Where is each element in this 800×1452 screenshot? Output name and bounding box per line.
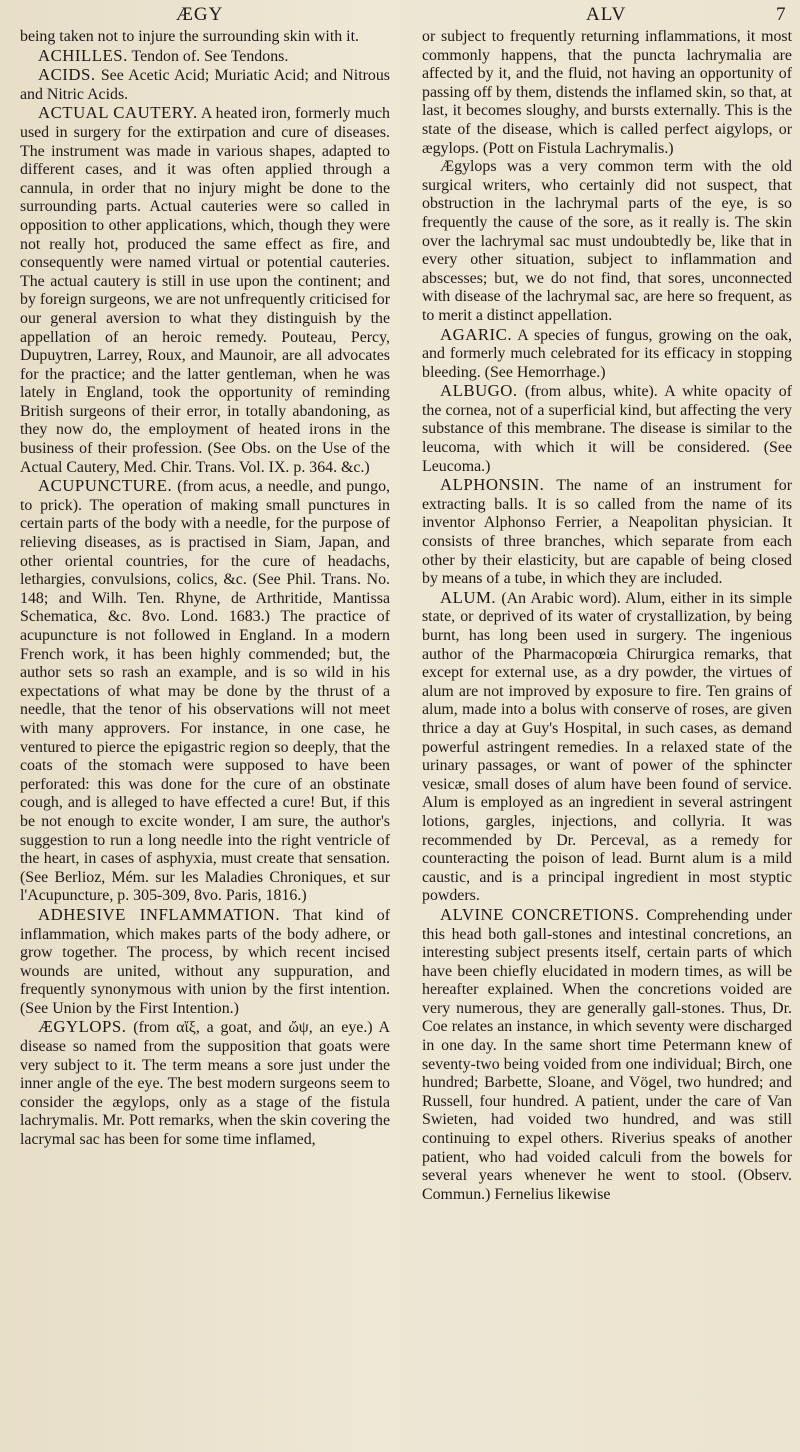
entry-text: (from acus, a needle, and pungo, to prick). The operation of making small punctures in certain parts of the body with a needle, for the purpose of relieving diseases, as is practised in Siam, Japan, and other oriental countries, for the cure of headachs, lethargies, convulsions, colics, &c. (See Phil. Trans. No. 148; and Wilh. Ten. Rhyne, de Arthritide, Mantissa Schematica, &c. 8vo. Lond. 1683.) The practice of acupuncture is not followed in England. In a modern French work, it has been highly commended; but, the author sets so rash an example, and is so wild in his expectations of what may be done by the thrust of a needle, that the tenor of his observations will not meet with many approvers. For instance, in one case, he ventured to pierce the epigastric region so deeply, that the coats of the stomach were supposed to have been perforated: this was done for the cure of an obstinate cough, and is alleged to have effected a cure! But, if this be not enough to excite wonder, I am sure, the author's suggestion to run a long needle into the right ventricle of the heart, in cases of asphyxia, must create that sensation. (See Berlioz, Mém. sur les Maladies Chroniques, et sur l'Acupuncture, p. 305-309, 8vo. Paris, 1816.) (20, 478, 390, 905)
entry-headword: ACHILLES . (38, 46, 128, 65)
entry-headword: ÆGYLOPS . (38, 1017, 126, 1036)
entry-continuation (20, 28, 390, 47)
entry-actual-cautery (20, 104, 390, 477)
entry-achilles (20, 47, 390, 67)
entry-text: Comprehending under this head both gall-stones and intestinal concretions, an interesting subject presents itself, certain parts of which have been chiefly elucidated in modern times, as will be hereafter explained. When the concretions voided are very numerous, they are generally gall-stones. Thus, Dr. Coe relates an instance, in which seventy were discharged in one day. In the same short time Petermann knew of seventy-two being voided from one individual; Birch, one hundred; Barbette, Sloane, and Vögel, two hundred; and Russell, four hundred. A patient, under the care of Van Swieten, had voided two hundred, and was still continuing to expel others. Riverius speaks of another patient, who had voided calculi from the bowels for several years whenever he went to stool. (Observ. Commun.) Fernelius likewise (422, 906, 792, 1203)
entry-headword: ADHESIVE INFLAMMATION . (38, 905, 280, 924)
entry-headword: ACUPUNCTURE . (38, 476, 172, 495)
entry-headword: ALUM . (440, 588, 496, 607)
entry-text: That kind of inflammation, which makes parts of the body adhere, or grow together. The process, by which recent incised wounds are united, without any suppuration, and frequently synonymous with union by the first intention. (See Union by the First Intention.) (20, 906, 390, 1017)
entry-text: The name of an instrument for extracting balls. It is so called from the name of its inventor Alphonso Ferrier, a Neapolitan physician. It consists of three branches, which separate from each other by their elasticity, but are capable of being closed by means of a tube, in which they are included. (422, 477, 793, 588)
entry-headword: AGARIC . (440, 325, 512, 344)
entry-albugo (422, 382, 792, 476)
entry-text: (from albus, white). A white opacity of the cornea, not of a superficial kind, but affecting the very substance of this membrane. The disease is similar to the leucoma, with which it will be considered. (See Leucoma.) (422, 383, 792, 475)
entry-text: (from αἴξ, a goat, and ὤψ, an eye.) A disease so named from the supposition that goats were very subject to it. The term means a sore just under the inner angle of the eye. The best modern surgeons seem to consider the ægylops, only as a stage of the fistula lachrymalis. Mr. Pott remarks, when the skin covering the lacrymal sac has been for some time inflamed, (20, 1019, 390, 1149)
page-number: 7 (776, 4, 787, 25)
left-column (20, 28, 390, 1204)
entry-acupuncture (20, 477, 390, 906)
entry-agaric (422, 326, 792, 383)
right-column (422, 28, 792, 1204)
entry-aegylops (20, 1018, 390, 1149)
entry-acids (20, 66, 390, 104)
entry-text: or subject to frequently returning inflammations, it most commonly happens, that the puncta lachrymalia are affected by it, and the fluid, not having an opportunity of passing off by them, distends the inflamed skin, so that, at last, it becomes sloughy, and bursts externally. This is the state of the disease, which is called perfect aigylops, or ægylops. (Pott on Fistula Lachrymalis.) (422, 28, 792, 157)
running-header (0, 4, 800, 28)
entry-alvine-concretions (422, 906, 792, 1205)
entry-text: being taken not to injure the surrounding skin with it. (20, 28, 359, 45)
entry-aegylops-note (422, 158, 792, 325)
entry-headword: ALBUGO . (440, 381, 518, 400)
entry-alphonsin (422, 476, 792, 589)
entry-text: Tendon of. See Tendons. (131, 47, 289, 65)
entry-adhesive-inflammation (20, 906, 390, 1019)
entry-text: Ægylops was a very common term with the old surgical writers, who certainly did not suspect, that obstruction in the lachrymal parts of the eye, is so frequently the cause of the sore, as it really is. The skin over the lachrymal sac must undoubtedly be, like that in every other situation, subject to inflammation and abscesses; but, we do not find, that sores, unconnected with disease of the lachrymal sac, are here so frequent, as to merit a distinct appellation. (422, 158, 792, 324)
header-left-word: ÆGY (176, 4, 224, 25)
entry-continuation (422, 28, 792, 158)
entry-headword: ACTUAL CAUTERY . (38, 103, 198, 122)
entry-headword: ACIDS . (38, 65, 96, 84)
entry-headword: ALPHONSIN . (440, 475, 544, 494)
entry-text: A heated iron, formerly much used in surgery for the extirpation and cure of diseases. The instrument was made in various shapes, adapted to different cases, and it was often applied through a cannula, in order that no injury might be done to the surrounding parts. Actual cauteries were so called in opposition to other applications, which, though they were not really hot, produced the same effect as fire, and consequently were named virtual or potential cauteries. The actual cautery is still in use upon the continent; and by foreign surgeons, we are not unfrequently criticised for our general aversion to what they distinguish by the appellation of an heroic remedy. Pouteau, Percy, Dupuytren, Larrey, Roux, and Maunoir, are all advocates for the practice; and the latter gentleman, when he was lately in England, took the opportunity of reminding British surgeons of their error, in totally abandoning, as they now do, the employment of heated irons in the business of their profession. (See Obs. on the Use of the Actual Cautery, Med. Chir. Trans. Vol. IX. p. 364. &c.) (20, 105, 390, 476)
entry-text: A species of fungus, growing on the oak, and formerly much celebrated for its efficacy in stopping bleeding. (See Hemorrhage.) (422, 326, 792, 381)
entry-alum (422, 589, 792, 906)
entry-text: See Acetic Acid; Muriatic Acid; and Nitrous and Nitric Acids. (20, 67, 390, 103)
entry-text: (An Arabic word). Alum, either in its simple state, or deprived of its water of crystallization, by being burnt, has long been used in surgery. The ingenious author of the Pharmacopœia Chirurgica remarks, that except for external use, as a dry powder, the virtues of alum are not improved by exposure to fire. Ten grains of alum, made into a bolus with conserve of roses, are given thrice a day at Guy's Hospital, in such cases, as demand powerful astringent remedies. In a relaxed state of the urinary passages, or want of power of the sphincter vesicæ, small doses of alum have been found of service. Alum is employed as an ingredient in several astringent lotions, gargles, injections, and collyria. It was recommended by Dr. Perceval, as a remedy for counteracting the poison of lead. Burnt alum is a mild caustic, and is a principal ingredient in most styptic powders. (422, 589, 792, 905)
entry-headword: ALVINE CONCRETIONS . (440, 905, 639, 924)
header-right-word: ALV (586, 4, 627, 25)
